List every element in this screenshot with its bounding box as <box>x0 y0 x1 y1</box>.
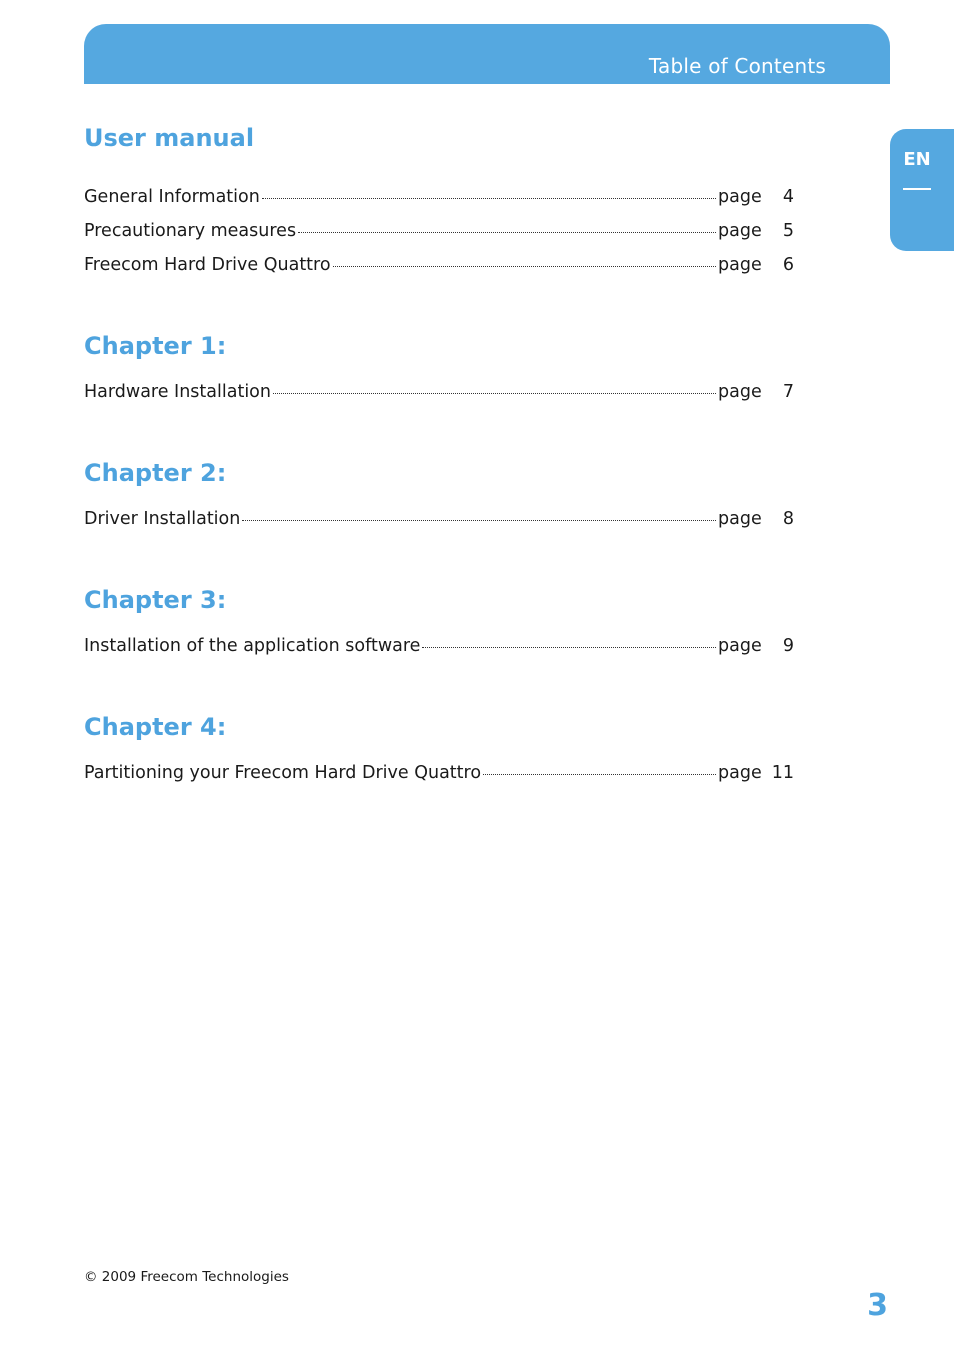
toc-dot-leader <box>333 266 716 267</box>
toc-dot-leader <box>298 232 716 233</box>
section-heading-user-manual: User manual <box>84 124 255 152</box>
toc-page-number: 6 <box>782 255 794 275</box>
section-heading-chapter-3: Chapter 3: <box>84 586 227 614</box>
section-heading-chapter-4: Chapter 4: <box>84 713 227 741</box>
toc-page-number: 5 <box>782 221 794 241</box>
toc-dot-leader <box>273 393 716 394</box>
toc-page-label: page <box>718 636 762 656</box>
language-label: EN <box>903 149 931 170</box>
toc-dot-leader <box>242 520 716 521</box>
toc-entry-hardware-installation[interactable] <box>84 382 794 406</box>
toc-page-label: page <box>718 509 762 529</box>
section-heading-chapter-2: Chapter 2: <box>84 459 227 487</box>
page-number: 3 <box>867 1288 888 1323</box>
toc-entry-title: Installation of the application software <box>84 636 421 656</box>
toc-entry-title: Freecom Hard Drive Quattro <box>84 255 331 275</box>
toc-page-label: page <box>718 763 762 783</box>
toc-entry-general-information[interactable] <box>84 187 794 211</box>
toc-entry-freecom-hard-drive-quattro[interactable] <box>84 255 794 279</box>
toc-dot-leader <box>483 774 716 775</box>
toc-page-number: 8 <box>782 509 794 529</box>
toc-dot-leader <box>422 647 716 648</box>
toc-page-label: page <box>718 187 762 207</box>
section-heading-chapter-1: Chapter 1: <box>84 332 227 360</box>
toc-entry-title: Partitioning your Freecom Hard Drive Quattro <box>84 763 482 783</box>
toc-page-number: 4 <box>782 187 794 207</box>
toc-entry-title: Precautionary measures <box>84 221 297 241</box>
toc-dot-leader <box>262 198 716 199</box>
toc-entry-title: General Information <box>84 187 260 207</box>
toc-page-label: page <box>718 382 762 402</box>
language-tab[interactable] <box>890 129 954 251</box>
toc-entry-title: Driver Installation <box>84 509 241 529</box>
toc-entry-precautionary-measures[interactable] <box>84 221 794 245</box>
header-title: Table of Contents <box>648 54 826 78</box>
toc-page-label: page <box>718 255 762 275</box>
toc-entry-application-software[interactable] <box>84 636 794 660</box>
toc-page-number: 11 <box>771 763 794 783</box>
header-bar <box>84 24 890 84</box>
toc-entry-partitioning[interactable] <box>84 763 794 787</box>
toc-entry-title: Hardware Installation <box>84 382 271 402</box>
toc-page-label: page <box>718 221 762 241</box>
toc-page-number: 7 <box>782 382 794 402</box>
toc-entry-driver-installation[interactable] <box>84 509 794 533</box>
language-underline <box>903 188 931 190</box>
footer-copyright: © 2009 Freecom Technologies <box>84 1269 289 1285</box>
toc-page-number: 9 <box>782 636 794 656</box>
